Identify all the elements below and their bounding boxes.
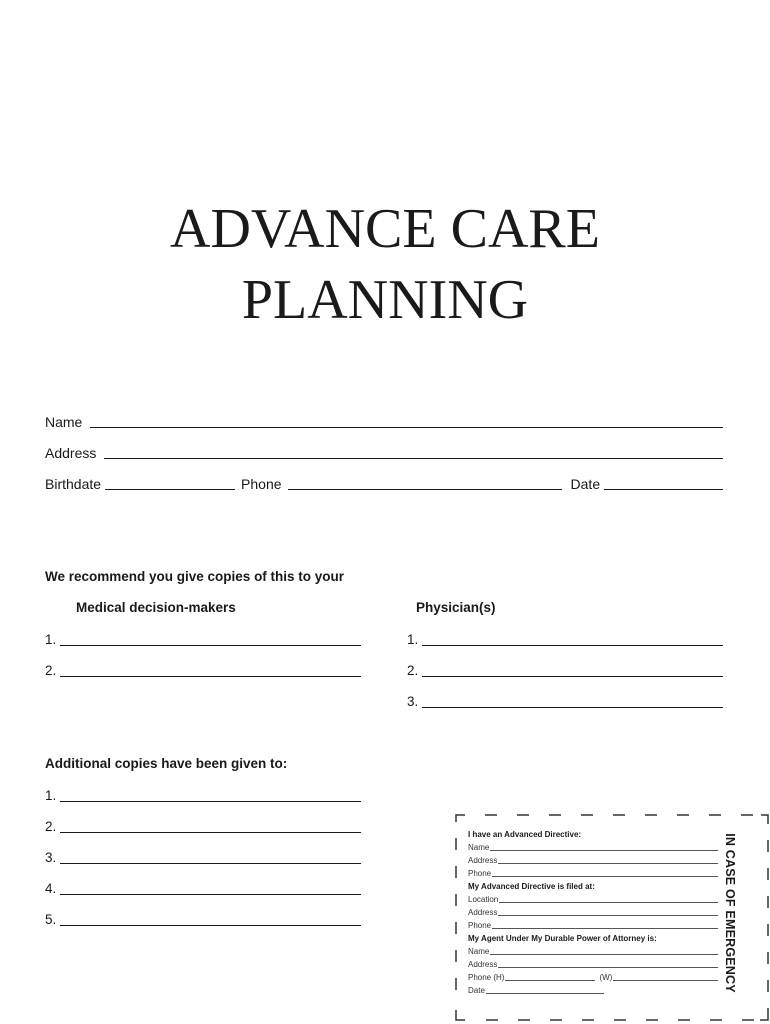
card-phone2-row: Phone (468, 919, 718, 932)
card-name-field[interactable] (490, 850, 718, 851)
decision-makers-heading: Medical decision-makers (76, 600, 236, 615)
phone-field-line[interactable] (288, 489, 562, 490)
card-date-row: Date (468, 984, 718, 997)
in-case-of-emergency-label: IN CASE OF EMERGENCY (723, 833, 737, 993)
title-line-2: PLANNING (241, 269, 529, 331)
card-location-field[interactable] (499, 902, 718, 903)
physician-line (407, 630, 723, 648)
emergency-wallet-card (455, 814, 770, 1022)
additional-copy-1-field[interactable] (60, 801, 361, 802)
physicians-heading: Physician(s) (416, 600, 496, 615)
list-number: 3. (407, 694, 419, 709)
physician-3-field[interactable] (422, 707, 723, 708)
phone-label: Phone (241, 476, 282, 492)
decision-maker-line (45, 630, 361, 648)
card-name2-field[interactable] (490, 954, 718, 955)
name-field-line[interactable] (90, 427, 723, 428)
card-name-row: Name (468, 841, 718, 854)
additional-copy-line (45, 879, 361, 897)
card-address-row: Address (468, 854, 718, 867)
address-label: Address (45, 445, 97, 461)
decision-maker-2-field[interactable] (60, 676, 361, 677)
decision-maker-line (45, 661, 361, 679)
directive-heading: I have an Advanced Directive: (468, 830, 582, 839)
card-phone-w-field[interactable] (613, 980, 718, 981)
name-field-row (45, 412, 723, 430)
list-number: 2. (407, 663, 419, 678)
list-number: 5. (45, 912, 57, 927)
additional-copy-2-field[interactable] (60, 832, 361, 833)
card-phone-hw-row: Phone (H) (W) (468, 971, 718, 984)
birthdate-field-line[interactable] (105, 489, 235, 490)
card-date-field[interactable] (486, 993, 604, 994)
card-location-row: Location (468, 893, 718, 906)
card-phone-row: Phone (468, 867, 718, 880)
additional-copy-line (45, 786, 361, 804)
physician-line (407, 692, 723, 710)
list-number: 1. (45, 788, 57, 803)
additional-copy-3-field[interactable] (60, 863, 361, 864)
card-phone-h-field[interactable] (505, 980, 595, 981)
list-number: 2. (45, 819, 57, 834)
agent-heading: My Agent Under My Durable Power of Attorney is: (468, 934, 657, 943)
list-number: 1. (407, 632, 419, 647)
list-number: 3. (45, 850, 57, 865)
card-address-field[interactable] (498, 863, 718, 864)
card-phone2-field[interactable] (492, 928, 718, 929)
filed-heading: My Advanced Directive is filed at: (468, 882, 595, 891)
recommend-heading: We recommend you give copies of this to your (45, 569, 345, 584)
card-address2-row: Address (468, 906, 718, 919)
physician-2-field[interactable] (422, 676, 723, 677)
additional-copy-5-field[interactable] (60, 925, 361, 926)
card-address3-row: Address (468, 958, 718, 971)
card-fields (468, 828, 718, 997)
card-address2-field[interactable] (498, 915, 718, 916)
birthdate-phone-date-row (45, 474, 723, 492)
physician-line (407, 661, 723, 679)
additional-copy-line (45, 817, 361, 835)
date-field-line[interactable] (604, 489, 723, 490)
card-phone-field[interactable] (492, 876, 718, 877)
additional-copies-heading: Additional copies have been given to: (45, 756, 288, 771)
additional-copy-line (45, 848, 361, 866)
card-name2-row: Name (468, 945, 718, 958)
list-number: 2. (45, 663, 57, 678)
address-field-line[interactable] (104, 458, 723, 459)
name-label: Name (45, 414, 83, 430)
list-number: 1. (45, 632, 57, 647)
birthdate-label: Birthdate (45, 476, 102, 492)
list-number: 4. (45, 881, 57, 896)
address-field-row (45, 443, 723, 461)
additional-copy-4-field[interactable] (60, 894, 361, 895)
card-address3-field[interactable] (498, 967, 718, 968)
title-line-1: ADVANCE CARE (170, 198, 600, 260)
additional-copy-line (45, 910, 361, 928)
decision-maker-1-field[interactable] (60, 645, 361, 646)
date-label: Date (570, 476, 601, 492)
physician-1-field[interactable] (422, 645, 723, 646)
